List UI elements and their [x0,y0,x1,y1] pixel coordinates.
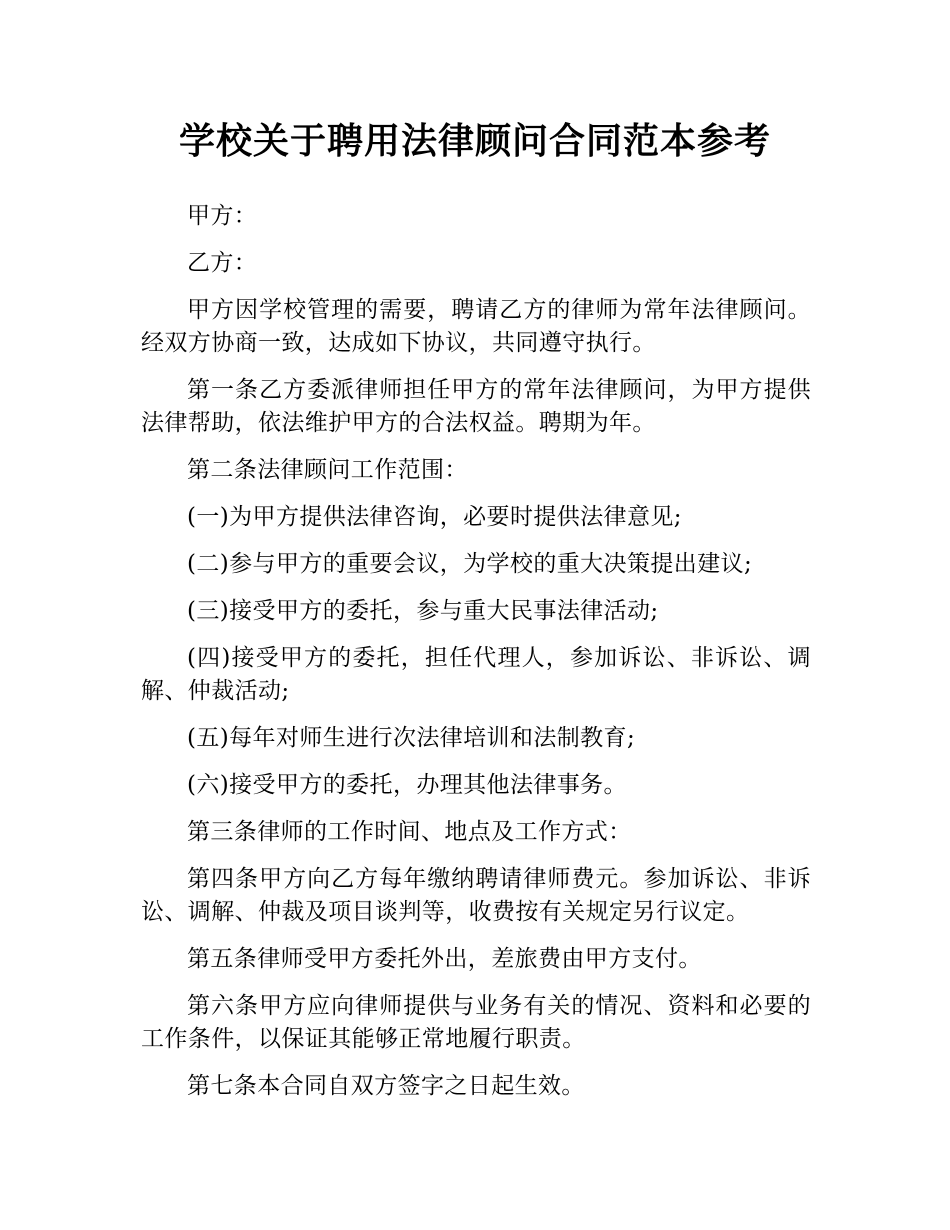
preamble-paragraph: 甲方因学校管理的需要，聘请乙方的律师为常年法律顾问。经双方协商一致，达成如下协议，共同遵守执行。 [141,297,811,356]
article-2-item-5: (五)每年对师生进行次法律培训和法制教育; [187,725,636,751]
document-body [141,200,811,1117]
article-2-item-2: (二)参与甲方的重要会议，为学校的重大决策提出建议; [187,551,753,577]
party-a-line: 甲方： [187,203,258,229]
article-5: 第五条律师受甲方委托外出，差旅费由甲方支付。 [187,946,702,972]
article-2-heading: 第二条法律顾问工作范围： [187,457,468,483]
article-2-item-4: (四)接受甲方的委托，担任代理人，参加诉讼、非诉讼、调解、仲裁活动; [141,645,811,704]
article-2-item-1: (一)为甲方提供法律咨询，必要时提供法律意见; [187,504,682,530]
article-4: 第四条甲方向乙方每年缴纳聘请律师费元。参加诉讼、非诉讼、调解、仲裁及项目谈判等，收费按有关规定另行议定。 [141,866,811,925]
article-6: 第六条甲方应向律师提供与业务有关的情况、资料和必要的工作条件，以保证其能够正常地履行职责。 [141,993,811,1052]
party-b-line: 乙方： [187,250,258,276]
article-2-item-3: (三)接受甲方的委托，参与重大民事法律活动; [187,598,659,624]
article-2-item-6: (六)接受甲方的委托，办理其他法律事务。 [187,772,627,798]
article-7: 第七条本合同自双方签字之日起生效。 [187,1073,585,1099]
document-title: 学校关于聘用法律顾问合同范本参考 [178,121,771,162]
article-3: 第三条律师的工作时间、地点及工作方式： [187,819,632,845]
article-1: 第一条乙方委派律师担任甲方的常年法律顾问，为甲方提供法律帮助，依法维护甲方的合法权益。聘期为年。 [141,377,811,436]
